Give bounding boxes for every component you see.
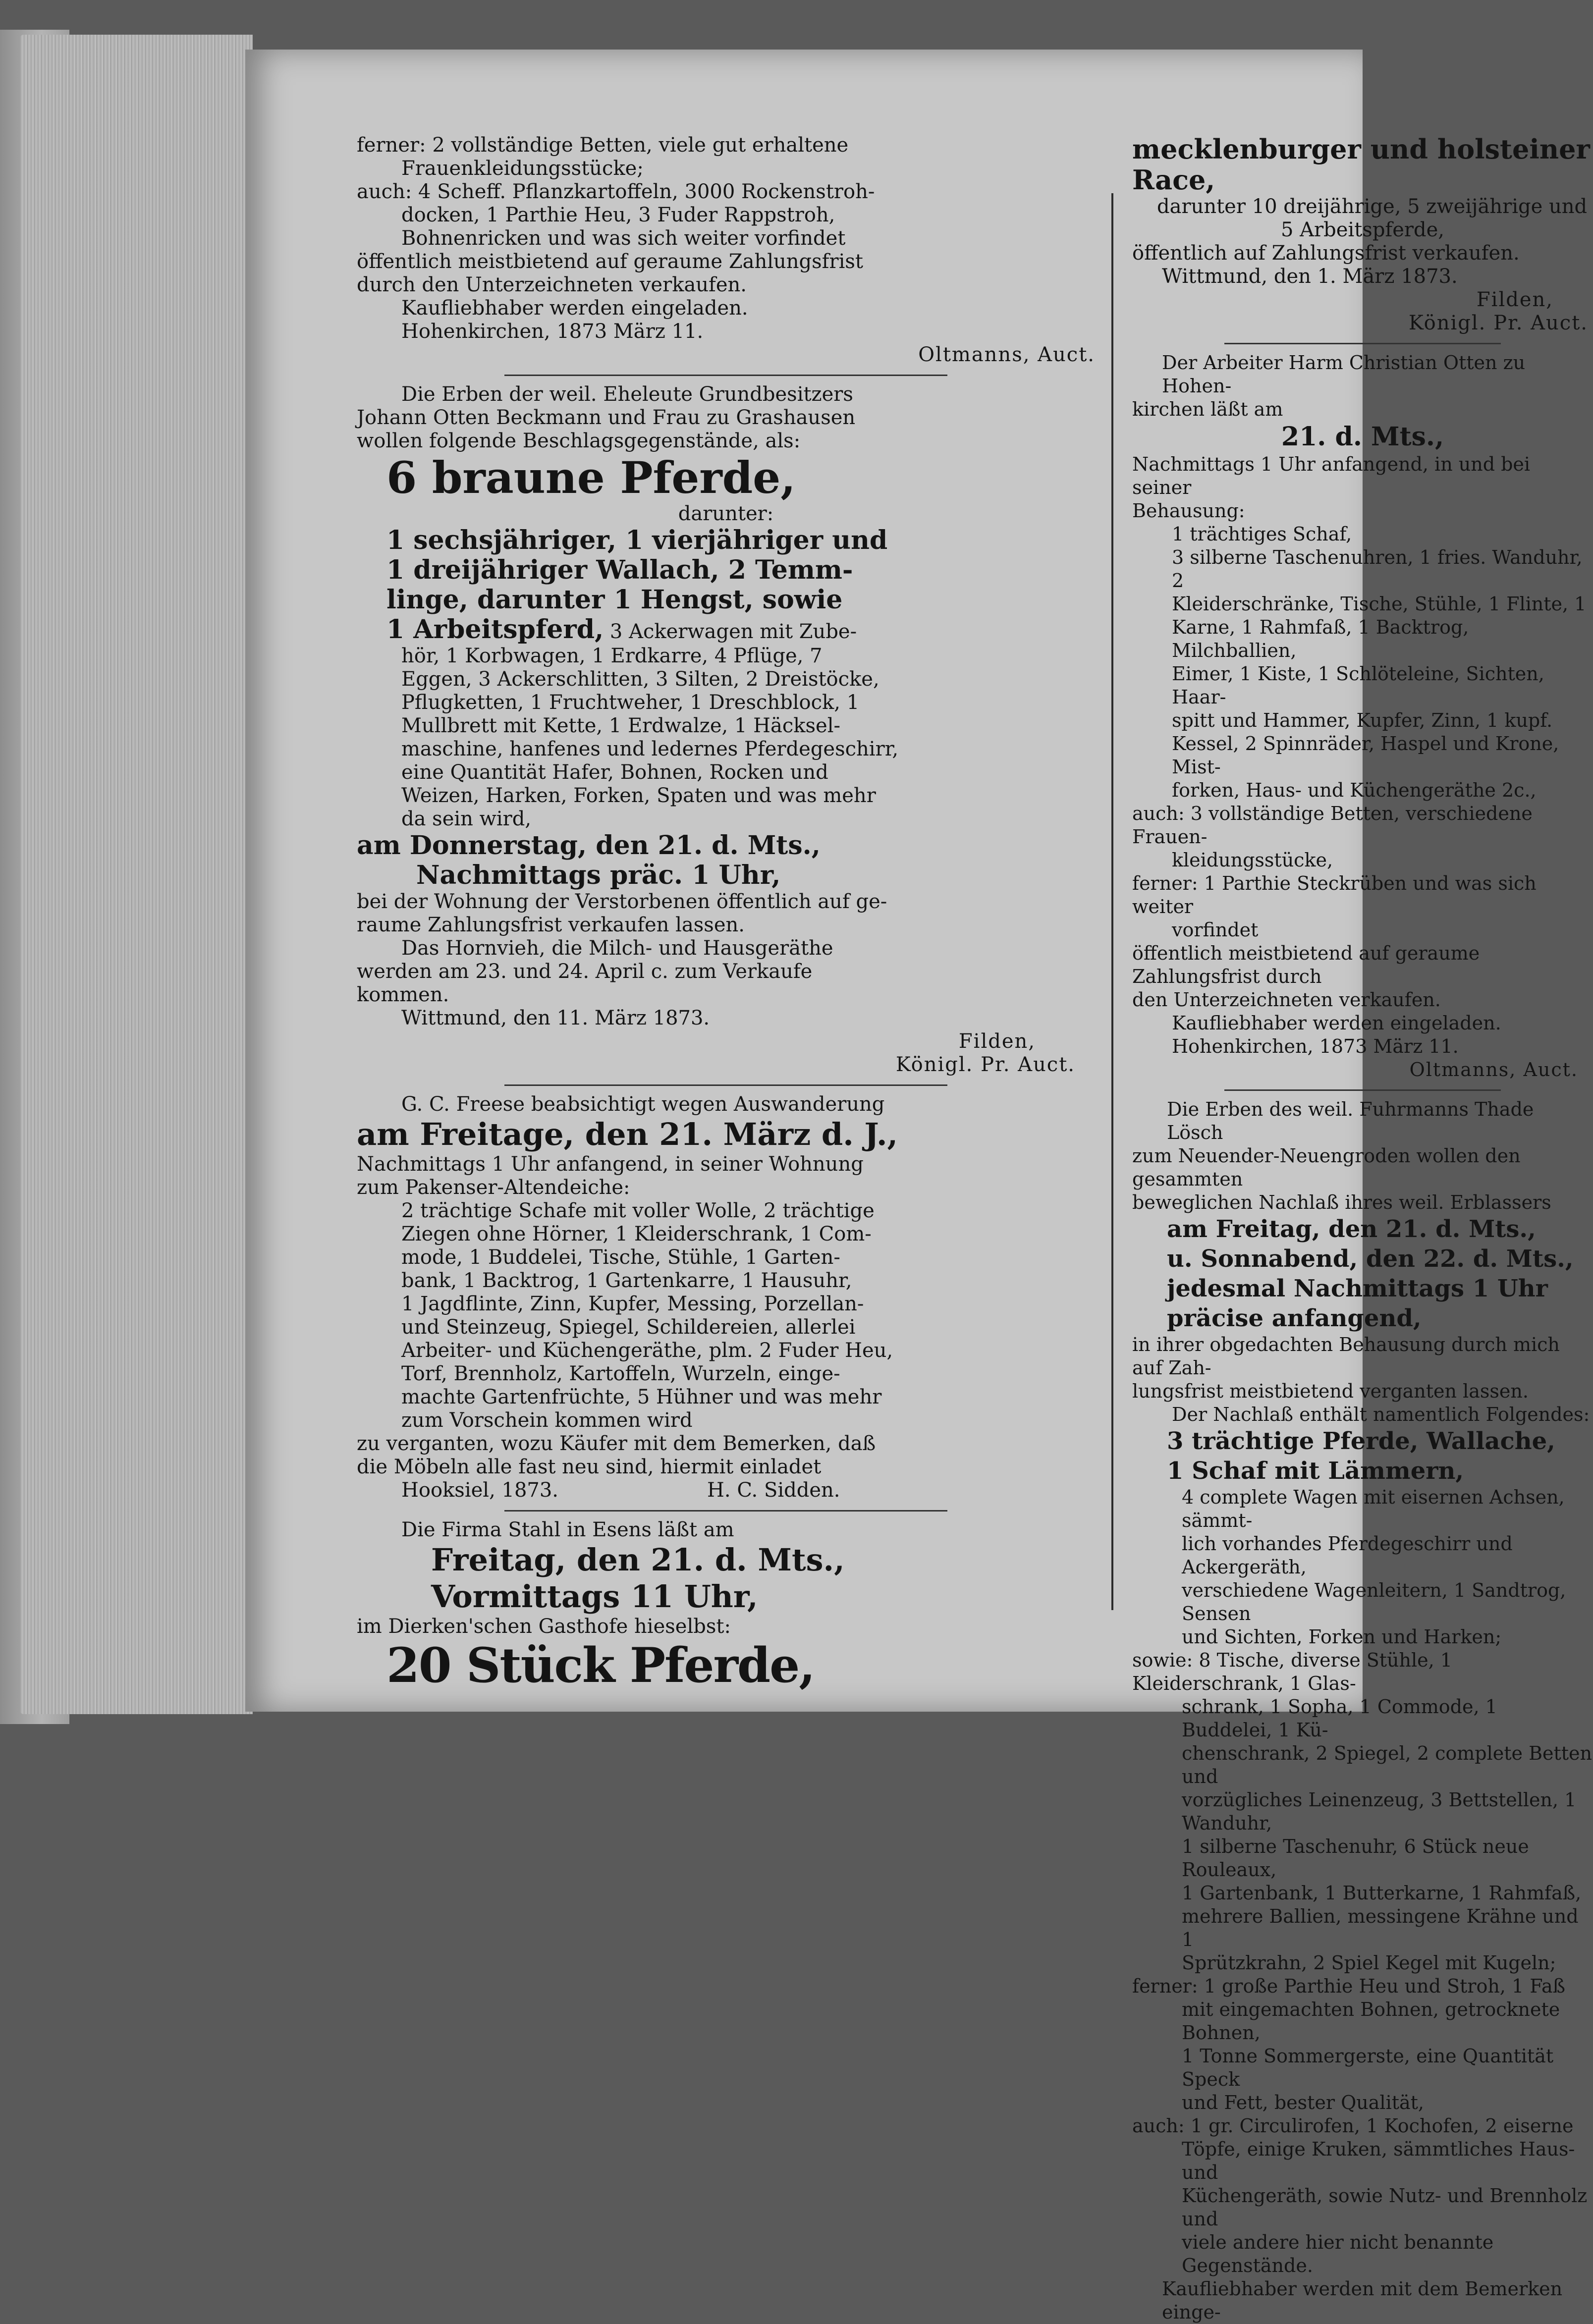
ad-bold-line: Freitag, den 21. d. Mts.,: [431, 1542, 845, 1578]
ad-place-date: Hooksiel, 1873.: [401, 1479, 559, 1502]
ad-text: 3 Ackerwagen mit Zube-: [609, 620, 857, 643]
ad-signature: H. C. Sidden.: [707, 1479, 840, 1502]
ad-stahl-horses: [357, 1518, 1095, 1693]
ad-line: ferner: 2 vollständige Betten, viele gut erhaltene: [357, 134, 849, 157]
ad-line: Sprützkrahn, 2 Spiel Kegel mit Kugeln;: [1182, 1952, 1556, 1974]
ad-line: kleidungsstücke,: [1172, 849, 1333, 871]
ad-filden-horses-continued: [1132, 134, 1593, 335]
ad-line: kirchen läßt am: [1132, 398, 1283, 420]
ad-separator: [1224, 1089, 1501, 1091]
ad-line: 2 trächtige Schafe mit voller Wolle, 2 trächtige: [401, 1199, 875, 1222]
ad-line: Hohenkirchen, 1873 März 11.: [1172, 1035, 1459, 1057]
ad-line: und Steinzeug, Spiegel, Schildereien, allerlei: [401, 1316, 856, 1339]
ad-line: Die Firma Stahl in Esens läßt am: [401, 1518, 734, 1541]
ad-line: Mullbrett mit Kette, 1 Erdwalze, 1 Häcksel-: [401, 714, 840, 737]
ad-line: im Dierken'schen Gasthofe hieselbst:: [357, 1615, 731, 1638]
ad-line: maschine, hanfenes und ledernes Pferdegeschirr,: [401, 738, 899, 760]
ad-line: Nachmittags 1 Uhr anfangend, in und bei seiner: [1132, 453, 1531, 498]
ad-line: Küchengeräth, sowie Nutz- und Brennholz und: [1182, 2185, 1588, 2230]
ad-otten-sale: [1132, 351, 1593, 1081]
ad-line: Bohnenricken und was sich weiter vorfindet: [401, 227, 846, 250]
ad-signature: Oltmanns, Auct.: [918, 343, 1095, 366]
ad-line: spitt und Hammer, Kupfer, Zinn, 1 kupf.: [1172, 709, 1553, 731]
ad-oltmanns-sale-continued: [357, 134, 1095, 367]
ad-line: Kleiderschränke, Tische, Stühle, 1 Flinte, 1: [1172, 593, 1587, 615]
page-stack-edges: [20, 35, 253, 1714]
ad-separator: [504, 1510, 947, 1512]
ad-beckmann-heirs: [357, 383, 1095, 1077]
ad-line: Töpfe, einige Kruken, sämmtliches Haus- und: [1182, 2138, 1575, 2183]
ad-line: chenschrank, 2 Spiegel, 2 complete Betten und: [1182, 1742, 1593, 1787]
ad-line: 3 silberne Taschenuhren, 1 fries. Wanduhr, 2: [1172, 546, 1583, 592]
ad-signature: Filden,: [958, 1030, 1036, 1053]
ad-line: Arbeiter- und Küchengeräthe, plm. 2 Fuder Heu,: [401, 1339, 893, 1362]
column-divider: [1111, 193, 1113, 1610]
ad-line: lungsfrist meistbietend verganten lassen.: [1132, 1380, 1529, 1402]
ad-bold-line: Nachmittags präc. 1 Uhr,: [416, 860, 781, 890]
ad-line: Kaufliebhaber werden eingeladen.: [1172, 1012, 1501, 1034]
ad-line: Behausung:: [1132, 500, 1245, 522]
ad-bold-line: 1 Schaf mit Lämmern,: [1167, 1457, 1464, 1485]
ad-loesch-heirs: [1132, 1098, 1593, 2324]
ad-line: 1 Gartenbank, 1 Butterkarne, 1 Rahmfaß,: [1182, 1882, 1582, 1904]
ad-line: Das Hornvieh, die Milch- und Hausgeräthe: [401, 937, 833, 960]
ad-line: auch: 4 Scheff. Pflanzkartoffeln, 3000 Rockenstroh-: [357, 180, 875, 203]
ad-line: verschiedene Wagenleitern, 1 Sandtrog, Sensen: [1182, 1579, 1566, 1624]
ad-line: Eimer, 1 Kiste, 1 Schlöteleine, Sichten, Haar-: [1172, 663, 1544, 708]
ad-line: darunter:: [678, 502, 774, 525]
ad-bold-line: 1 sechsjähriger, 1 vierjähriger und: [386, 525, 888, 555]
ad-line: öffentlich meistbietend auf geraume Zahlungsfrist durch: [1132, 942, 1480, 987]
ad-line: auch: 3 vollständige Betten, verschiedene Frauen-: [1132, 803, 1533, 848]
ad-line: Kaufliebhaber werden mit dem Bemerken einge-: [1162, 2278, 1563, 2323]
ad-line: zum Neuender-Neuengroden wollen den gesammten: [1132, 1145, 1521, 1190]
ad-line: [357, 1479, 1095, 1502]
newspaper-page: [245, 50, 1593, 2323]
ad-line: mehrere Ballien, messingene Krähne und 1: [1182, 1905, 1579, 1950]
ad-line: wollen folgende Beschlagsgegenstände, als:: [357, 430, 801, 452]
ad-line: und Sichten, Forken und Harken;: [1182, 1626, 1502, 1648]
ad-signature: Oltmanns, Auct.: [1409, 1059, 1578, 1081]
ad-line: mode, 1 Buddelei, Tische, Stühle, 1 Garten-: [401, 1246, 840, 1269]
ad-line: kommen.: [357, 983, 449, 1006]
ad-line: darunter 10 dreijährige, 5 zweijährige und: [1157, 195, 1588, 218]
ad-line: 1 Jagdflinte, Zinn, Kupfer, Messing, Porzellan-: [401, 1293, 864, 1315]
right-column: [1132, 133, 1593, 2323]
ad-line: Der Arbeiter Harm Christian Otten zu Hohen-: [1162, 352, 1526, 397]
ad-line: zum Vorschein kommen wird: [401, 1409, 693, 1432]
ad-line: öffentlich meistbietend auf geraume Zahlungsfrist: [357, 250, 863, 273]
ad-line: 5 Arbeitspferde,: [1280, 218, 1445, 241]
ad-line: in ihrer obgedachten Behausung durch mich auf Zah-: [1132, 1334, 1560, 1379]
ad-line: eine Quantität Hafer, Bohnen, Rocken und: [401, 761, 828, 784]
ad-line: durch den Unterzeichneten verkaufen.: [357, 273, 747, 296]
ad-headline: 20 Stück Pferde,: [386, 1637, 815, 1693]
ad-line: Der Nachlaß enthält namentlich Folgendes:: [1172, 1404, 1590, 1425]
ad-line: ferner: 1 Parthie Steckrüben und was sich weiter: [1132, 872, 1537, 918]
ad-signature: Filden,: [1476, 288, 1553, 311]
ad-line: Johann Otten Beckmann und Frau zu Grashausen: [357, 406, 856, 429]
ad-bold-line: 3 trächtige Pferde, Wallache,: [1167, 1427, 1555, 1455]
ad-line: viele andere hier nicht benannte Gegenstände.: [1182, 2231, 1494, 2276]
ad-headline: mecklenburger und holsteiner Race,: [1132, 133, 1590, 196]
ad-separator: [504, 1084, 947, 1086]
ad-line: Nachmittags 1 Uhr anfangend, in seiner Wohnung: [357, 1153, 864, 1176]
ad-line: Frauenkleidungsstücke;: [401, 157, 644, 180]
ad-line: machte Gartenfrüchte, 5 Hühner und was mehr: [401, 1386, 882, 1408]
ad-line: Hohenkirchen, 1873 März 11.: [401, 320, 704, 343]
ad-line: beweglichen Nachlaß ihres weil. Erblassers: [1132, 1191, 1551, 1213]
ad-line: vorfindet: [1172, 919, 1259, 941]
ad-line: Weizen, Harken, Forken, Spaten und was mehr: [401, 784, 876, 807]
ad-bold-line: linge, darunter 1 Hengst, sowie: [386, 585, 843, 615]
ad-bold-lead: 1 Arbeitspferd,: [386, 614, 604, 645]
ad-headline: 6 braune Pferde,: [386, 452, 796, 503]
ad-bold-line: präcise anfangend,: [1167, 1304, 1422, 1332]
ad-line: forken, Haus- und Küchengeräthe 2c.,: [1172, 779, 1537, 801]
ad-line: und Fett, bester Qualität,: [1182, 2092, 1425, 2113]
ad-line: Torf, Brennholz, Kartoffeln, Wurzeln, einge-: [401, 1362, 840, 1385]
ad-line: auch: 1 gr. Circulirofen, 1 Kochofen, 2 eiserne: [1132, 2115, 1574, 2137]
ad-line: Die Erben der weil. Eheleute Grundbesitzers: [401, 383, 853, 406]
ad-line: mit eingemachten Bohnen, getrocknete Bohnen,: [1182, 1999, 1560, 2044]
ad-line: Karne, 1 Rahmfaß, 1 Backtrog, Milchballien,: [1172, 616, 1469, 661]
ad-line: Ziegen ohne Hörner, 1 Kleiderschrank, 1 Com-: [401, 1223, 872, 1245]
ad-bold-line: am Freitag, den 21. d. Mts.,: [1167, 1215, 1536, 1243]
ad-line: G. C. Freese beabsichtigt wegen Auswanderung: [401, 1093, 885, 1116]
ad-line: hör, 1 Korbwagen, 1 Erdkarre, 4 Pflüge, 7: [401, 645, 823, 667]
ad-line: Kaufliebhaber werden eingeladen.: [401, 297, 748, 320]
ad-line: da sein wird,: [401, 808, 532, 830]
ad-bold-line: am Donnerstag, den 21. d. Mts.,: [357, 830, 821, 861]
ad-line: Pflugketten, 1 Fruchtweher, 1 Dreschblock, 1: [401, 691, 860, 714]
ad-line: 1 Tonne Sommergerste, eine Quantität Speck: [1182, 2045, 1554, 2090]
ad-separator: [1224, 343, 1501, 344]
ad-line: Eggen, 3 Ackerschlitten, 3 Silten, 2 Dreistöcke,: [401, 668, 879, 691]
ad-headline: am Freitage, den 21. März d. J.,: [357, 1116, 898, 1152]
ad-line: 4 complete Wagen mit eisernen Achsen, sämmt-: [1182, 1486, 1565, 1531]
ad-signature: Königl. Pr. Auct.: [1408, 312, 1588, 334]
ad-line: die Möbeln alle fast neu sind, hiermit einladet: [357, 1456, 822, 1478]
ad-line: bank, 1 Backtrog, 1 Gartenkarre, 1 Hausuhr,: [401, 1269, 852, 1292]
ad-line: vorzügliches Leinenzeug, 3 Bettstellen, 1 Wanduhr,: [1182, 1789, 1577, 1834]
ad-line: öffentlich auf Zahlungsfrist verkaufen.: [1132, 242, 1520, 265]
ad-line: lich vorhandes Pferdegeschirr und Ackergeräth,: [1182, 1533, 1513, 1578]
left-column: [357, 134, 1095, 1714]
ad-bold-line: 1 dreijähriger Wallach, 2 Temm-: [386, 555, 853, 585]
ad-bold-line: 21. d. Mts.,: [1281, 422, 1444, 452]
ad-freese-emigration: [357, 1093, 1095, 1502]
ad-line: raume Zahlungsfrist verkaufen lassen.: [357, 914, 745, 936]
ad-bold-line: jedesmal Nachmittags 1 Uhr: [1167, 1275, 1548, 1302]
ad-line: werden am 23. und 24. April c. zum Verkaufe: [357, 960, 813, 983]
ad-line: Die Erben des weil. Fuhrmanns Thade Lösch: [1167, 1098, 1534, 1143]
ad-line: Wittmund, den 1. März 1873.: [1162, 265, 1458, 288]
ad-line: zu verganten, wozu Käufer mit dem Bemerken, daß: [357, 1432, 876, 1455]
ad-separator: [504, 375, 947, 376]
ad-line: Kessel, 2 Spinnräder, Haspel und Krone, Mist-: [1172, 733, 1559, 778]
ad-line: Wittmund, den 11. März 1873.: [401, 1007, 710, 1029]
ad-line: docken, 1 Parthie Heu, 3 Fuder Rappstroh,: [401, 204, 835, 226]
ad-line: schrank, 1 Sopha, 1 Commode, 1 Buddelei, 1 Kü-: [1182, 1696, 1497, 1741]
ad-line: 1 silberne Taschenuhr, 6 Stück neue Rouleaux,: [1182, 1836, 1529, 1881]
ad-line: [357, 615, 1095, 645]
ad-line: zum Pakenser-Altendeiche:: [357, 1176, 630, 1199]
ad-line: den Unterzeichneten verkaufen.: [1132, 989, 1441, 1011]
ad-bold-line: Vormittags 11 Uhr,: [431, 1578, 758, 1615]
ad-signature: Königl. Pr. Auct.: [895, 1053, 1075, 1076]
ad-bold-line: u. Sonnabend, den 22. d. Mts.,: [1167, 1245, 1574, 1273]
ad-line: 1 trächtiges Schaf,: [1172, 523, 1352, 545]
ad-line: ferner: 1 große Parthie Heu und Stroh, 1 Faß: [1132, 1975, 1566, 1997]
ad-line: sowie: 8 Tische, diverse Stühle, 1 Kleiderschrank, 1 Glas-: [1132, 1649, 1452, 1694]
ad-line: bei der Wohnung der Verstorbenen öffentlich auf ge-: [357, 890, 887, 913]
